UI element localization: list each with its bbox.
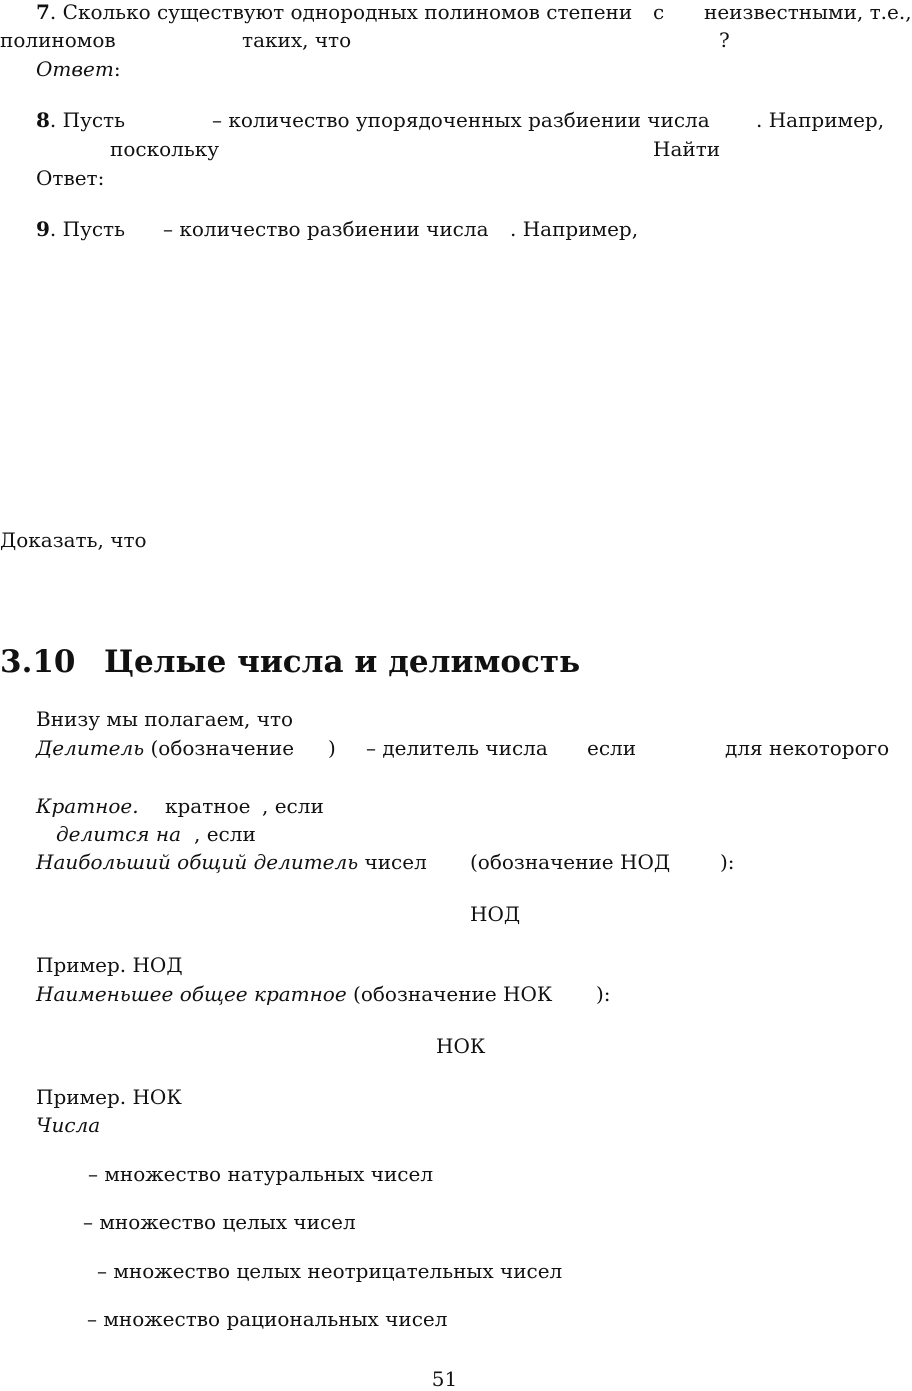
problem-8-line-2b: Найти	[653, 137, 721, 161]
answer-label: Ответ	[36, 57, 114, 81]
problem-7-text-end: неизвестными, т.е.,	[704, 0, 912, 24]
problem-7-question-mark: ?	[719, 28, 730, 52]
problem-8-line-1-end: . Например,	[756, 108, 885, 132]
section-number: 3.10	[0, 644, 76, 680]
problem-7-answer	[36, 57, 121, 81]
section-heading	[0, 644, 580, 680]
intro-line: Внизу мы полагаем, что	[36, 707, 294, 731]
numbers-term: Числа	[36, 1113, 101, 1137]
divisor-text-c: – делитель числа	[366, 736, 548, 760]
section-title: Целые числа и делимость	[104, 644, 581, 680]
problem-9-prove: Доказать, что	[0, 528, 147, 552]
problem-8-answer: Ответ:	[36, 166, 105, 190]
multiple-term: Кратное.	[36, 794, 139, 818]
divisor-text-e: для некоторого	[725, 736, 890, 760]
problem-8-line-1	[36, 108, 125, 132]
set-integers: – множество целых чисел	[83, 1210, 356, 1234]
answer-colon: :	[113, 57, 121, 81]
problem-8-line-1-mid: – количество упорядоченных разбиении числа	[212, 108, 710, 132]
multiple-text-b: , если	[262, 794, 324, 818]
gcd-text-c: ):	[720, 850, 735, 874]
divides-text-a: , если	[194, 822, 256, 846]
gcd-text-b: (обозначение НОД	[470, 850, 671, 874]
divisor-term: Делитель	[36, 736, 145, 760]
lcm-definition	[36, 982, 552, 1006]
problem-7-line-2b: таких, что	[242, 28, 352, 52]
problem-7-line-2a: полиномов	[0, 28, 116, 52]
set-rationals: – множество рациональных чисел	[87, 1307, 448, 1331]
problem-8-line-2a: поскольку	[110, 137, 219, 161]
multiple-text-a: кратное	[165, 794, 251, 818]
divisor-text-b: )	[328, 736, 336, 760]
problem-number: 7	[36, 0, 50, 24]
divisor-text-a: (обозначение	[150, 736, 295, 760]
divisor-definition	[36, 736, 294, 760]
lcm-term: Наименьшее общее кратное	[36, 982, 347, 1006]
problem-number: 9	[36, 217, 50, 241]
lcm-text-a: (обозначение НОК	[353, 982, 553, 1006]
problem-9-line-1-mid: – количество разбиении числа	[163, 217, 489, 241]
multiple-definition	[36, 794, 139, 818]
set-natural: – множество натуральных чисел	[88, 1162, 434, 1186]
set-nonnegative-integers: – множество целых неотрицательных чисел	[97, 1259, 563, 1283]
problem-text: . Пусть	[49, 217, 125, 241]
problem-number: 8	[36, 108, 50, 132]
lcm-display: НОК	[436, 1034, 486, 1058]
problem-9-line-1	[36, 217, 125, 241]
problem-7-line-1	[36, 0, 632, 24]
page-number: 51	[431, 1367, 458, 1391]
gcd-term: Наибольший общий делитель	[36, 850, 359, 874]
problem-text: . Пусть	[49, 108, 125, 132]
gcd-text-a: чисел	[364, 850, 427, 874]
divisor-text-d: если	[587, 736, 637, 760]
numbers-heading	[36, 1113, 100, 1137]
lcm-example: Пример. НОК	[36, 1085, 182, 1109]
problem-9-line-1-end: . Например,	[510, 217, 639, 241]
problem-text: . Сколько существуют однородных полиномов степени	[49, 0, 633, 24]
gcd-example: Пример. НОД	[36, 953, 183, 977]
gcd-display: НОД	[470, 902, 521, 926]
problem-7-word-c: с	[653, 0, 665, 24]
divides-term: делится на	[56, 822, 181, 846]
lcm-text-b: ):	[596, 982, 611, 1006]
divides-definition	[56, 822, 181, 846]
gcd-definition	[36, 850, 427, 874]
